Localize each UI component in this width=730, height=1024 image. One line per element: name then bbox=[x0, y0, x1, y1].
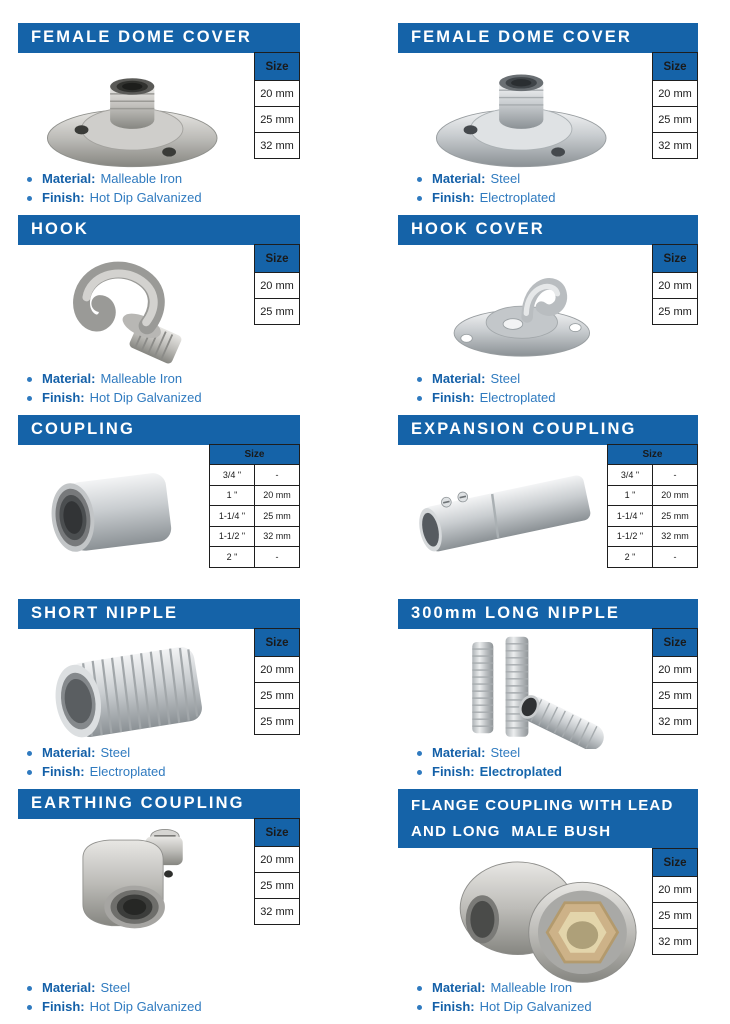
bullet-icon bbox=[27, 396, 32, 401]
size-cell: 2 " bbox=[608, 547, 653, 568]
flange-coupling-image bbox=[412, 851, 688, 997]
bullet-icon bbox=[27, 1005, 32, 1010]
product-title: EXPANSION COUPLING bbox=[411, 420, 637, 438]
product-specs bbox=[417, 368, 556, 406]
finish-row bbox=[417, 390, 556, 406]
bullet-icon bbox=[27, 751, 32, 756]
finish-label: Finish: bbox=[42, 190, 85, 205]
size-cell: 32 mm bbox=[653, 133, 698, 159]
size-table-header: Size bbox=[653, 629, 698, 657]
dome-cover-icon bbox=[418, 60, 630, 172]
female-dome-cover-steel-image bbox=[406, 56, 642, 176]
product-specs bbox=[27, 368, 202, 406]
long-nipple-icon bbox=[414, 635, 634, 749]
size-cell: 3/4 " bbox=[210, 465, 255, 486]
size-table bbox=[254, 244, 300, 325]
finish-label: Finish: bbox=[432, 390, 475, 405]
size-cell: - bbox=[254, 547, 299, 568]
finish-row bbox=[27, 390, 202, 406]
size-table bbox=[652, 628, 698, 735]
size-table-header: Size bbox=[210, 445, 300, 465]
finish-label: Finish: bbox=[42, 390, 85, 405]
size-cell: 25 mm bbox=[255, 683, 300, 709]
product-title-bar bbox=[398, 599, 698, 629]
size-cell: 3/4 " bbox=[608, 465, 653, 486]
finish-value: Electroplated bbox=[89, 764, 166, 779]
expansion-coupling-icon bbox=[404, 460, 608, 564]
product-card-flange-coupling bbox=[398, 789, 698, 1024]
flange-coupling-icon bbox=[425, 854, 675, 994]
material-row bbox=[27, 745, 166, 761]
material-label: Material: bbox=[42, 171, 96, 186]
material-value: Steel bbox=[490, 171, 521, 186]
size-cell: 25 mm bbox=[255, 709, 300, 735]
material-row bbox=[27, 171, 202, 187]
dome-cover-icon bbox=[29, 60, 241, 172]
size-cell: 20 mm bbox=[652, 485, 697, 506]
finish-value: Hot Dip Galvanized bbox=[89, 390, 202, 405]
size-cell: 25 mm bbox=[652, 506, 697, 527]
product-card-coupling bbox=[18, 415, 300, 599]
short-nipple-image bbox=[22, 632, 248, 752]
material-label: Material: bbox=[432, 371, 486, 386]
product-title: SHORT NIPPLE bbox=[31, 604, 179, 622]
size-table bbox=[254, 52, 300, 159]
material-value: Malleable Iron bbox=[100, 371, 183, 386]
size-table-header: Size bbox=[653, 849, 698, 877]
finish-row bbox=[417, 190, 556, 206]
size-cell: 25 mm bbox=[255, 299, 300, 325]
expansion-coupling-image bbox=[404, 453, 608, 571]
product-title-bar bbox=[18, 789, 300, 819]
size-table bbox=[254, 628, 300, 735]
size-table-header: Size bbox=[653, 53, 698, 81]
product-title: HOOK COVER bbox=[411, 220, 545, 238]
size-cell: 1 " bbox=[608, 485, 653, 506]
coupling-icon bbox=[28, 457, 208, 567]
finish-value: Electroplated bbox=[479, 190, 556, 205]
finish-row bbox=[27, 190, 202, 206]
product-title-line2: AND LONG MALE BUSH bbox=[411, 822, 612, 840]
size-cell: 32 mm bbox=[652, 526, 697, 547]
product-specs bbox=[27, 168, 202, 206]
product-card-female-dome-cover-steel bbox=[398, 23, 698, 215]
bullet-icon bbox=[27, 177, 32, 182]
product-specs bbox=[27, 977, 202, 1015]
bullet-icon bbox=[417, 196, 422, 201]
finish-row bbox=[417, 764, 562, 780]
product-card-short-nipple bbox=[18, 599, 300, 789]
size-cell: 25 mm bbox=[653, 107, 698, 133]
size-cell: 2 " bbox=[210, 547, 255, 568]
finish-value: Hot Dip Galvanized bbox=[89, 999, 202, 1014]
product-title-bar bbox=[18, 415, 300, 445]
size-table bbox=[607, 444, 698, 568]
material-label: Material: bbox=[42, 980, 96, 995]
finish-value: Electroplated bbox=[479, 390, 556, 405]
size-cell: 32 mm bbox=[653, 929, 698, 955]
size-cell: 32 mm bbox=[255, 133, 300, 159]
material-value: Steel bbox=[490, 745, 521, 760]
size-cell: 1-1/2 " bbox=[608, 526, 653, 547]
product-card-female-dome-cover-iron bbox=[18, 23, 300, 215]
product-specs bbox=[417, 168, 556, 206]
hook-icon bbox=[33, 252, 238, 364]
bullet-icon bbox=[27, 986, 32, 991]
finish-label: Finish: bbox=[42, 764, 85, 779]
material-label: Material: bbox=[42, 371, 96, 386]
size-cell: 20 mm bbox=[653, 657, 698, 683]
size-cell: 20 mm bbox=[254, 485, 299, 506]
size-cell: - bbox=[254, 465, 299, 486]
size-cell: 20 mm bbox=[653, 81, 698, 107]
size-cell: 32 mm bbox=[653, 709, 698, 735]
bullet-icon bbox=[417, 1005, 422, 1010]
material-row bbox=[417, 171, 556, 187]
long-nipple-image bbox=[406, 632, 642, 752]
size-cell: 32 mm bbox=[255, 899, 300, 925]
size-cell: 25 mm bbox=[254, 506, 299, 527]
material-row bbox=[417, 371, 556, 387]
product-title-bar bbox=[18, 23, 300, 53]
size-table bbox=[652, 52, 698, 159]
bullet-icon bbox=[417, 177, 422, 182]
product-title-bar bbox=[18, 215, 300, 245]
bullet-icon bbox=[27, 196, 32, 201]
product-specs bbox=[417, 742, 562, 780]
product-title-bar bbox=[398, 415, 698, 445]
product-card-hook-cover bbox=[398, 215, 698, 415]
material-row bbox=[417, 980, 592, 996]
size-table-header: Size bbox=[255, 53, 300, 81]
size-table bbox=[652, 244, 698, 325]
product-card-expansion-coupling bbox=[398, 415, 698, 599]
product-title-bar bbox=[398, 789, 698, 848]
size-cell: 32 mm bbox=[254, 526, 299, 547]
size-cell: 1 " bbox=[210, 485, 255, 506]
bullet-icon bbox=[417, 770, 422, 775]
finish-label: Finish: bbox=[432, 190, 475, 205]
product-title: HOOK bbox=[31, 220, 89, 238]
size-table bbox=[209, 444, 300, 568]
product-title: EARTHING COUPLING bbox=[31, 794, 245, 812]
size-cell: 1-1/4 " bbox=[608, 506, 653, 527]
material-label: Material: bbox=[432, 745, 486, 760]
finish-row bbox=[417, 999, 592, 1015]
finish-label: Finish: bbox=[42, 999, 85, 1014]
hook-cover-image bbox=[406, 248, 642, 368]
size-cell: 20 mm bbox=[255, 657, 300, 683]
size-cell: 20 mm bbox=[653, 877, 698, 903]
product-title: 300mm LONG NIPPLE bbox=[411, 604, 620, 622]
size-cell: 20 mm bbox=[653, 273, 698, 299]
product-specs bbox=[27, 742, 166, 780]
material-label: Material: bbox=[42, 745, 96, 760]
size-table-header: Size bbox=[608, 445, 698, 465]
hook-image bbox=[22, 248, 248, 368]
material-value: Steel bbox=[100, 745, 131, 760]
size-cell: 1-1/2 " bbox=[210, 526, 255, 547]
size-table-header: Size bbox=[653, 245, 698, 273]
bullet-icon bbox=[417, 377, 422, 382]
material-value: Malleable Iron bbox=[100, 171, 183, 186]
product-title-line1: FLANGE COUPLING WITH LEAD bbox=[411, 797, 674, 814]
material-value: Steel bbox=[490, 371, 521, 386]
finish-label: Finish: bbox=[432, 764, 475, 779]
material-value: Steel bbox=[100, 980, 131, 995]
size-cell: 25 mm bbox=[653, 903, 698, 929]
finish-value: Electroplated bbox=[479, 764, 562, 779]
finish-row bbox=[27, 764, 166, 780]
product-card-earthing-coupling bbox=[18, 789, 300, 1024]
size-cell: 20 mm bbox=[255, 81, 300, 107]
product-specs bbox=[417, 977, 592, 1015]
product-title: FEMALE DOME COVER bbox=[411, 28, 632, 46]
finish-value: Hot Dip Galvanized bbox=[479, 999, 592, 1014]
size-cell: - bbox=[652, 465, 697, 486]
material-value: Malleable Iron bbox=[490, 980, 573, 995]
size-cell: 25 mm bbox=[255, 873, 300, 899]
material-label: Material: bbox=[432, 980, 486, 995]
bullet-icon bbox=[417, 986, 422, 991]
earthing-coupling-image bbox=[22, 822, 248, 942]
size-table bbox=[254, 818, 300, 925]
size-cell: 25 mm bbox=[653, 683, 698, 709]
size-cell: 25 mm bbox=[255, 107, 300, 133]
finish-row bbox=[27, 999, 202, 1015]
material-row bbox=[27, 371, 202, 387]
size-cell: 20 mm bbox=[255, 847, 300, 873]
size-table-header: Size bbox=[255, 819, 300, 847]
product-title-bar bbox=[18, 599, 300, 629]
coupling-image bbox=[20, 453, 216, 571]
size-table-header: Size bbox=[255, 245, 300, 273]
finish-value: Hot Dip Galvanized bbox=[89, 190, 202, 205]
product-title: FEMALE DOME COVER bbox=[31, 28, 252, 46]
product-title: COUPLING bbox=[31, 420, 135, 438]
hook-cover-icon bbox=[422, 252, 627, 364]
size-cell: - bbox=[652, 547, 697, 568]
size-cell: 20 mm bbox=[255, 273, 300, 299]
material-row bbox=[27, 980, 202, 996]
bullet-icon bbox=[27, 377, 32, 382]
size-cell: 1-1/4 " bbox=[210, 506, 255, 527]
bullet-icon bbox=[417, 396, 422, 401]
product-title-bar bbox=[398, 23, 698, 53]
earthing-coupling-icon bbox=[33, 823, 238, 941]
product-title-bar bbox=[398, 215, 698, 245]
material-row bbox=[417, 745, 562, 761]
short-nipple-icon bbox=[33, 638, 238, 746]
material-label: Material: bbox=[432, 171, 486, 186]
finish-label: Finish: bbox=[432, 999, 475, 1014]
size-cell: 25 mm bbox=[653, 299, 698, 325]
product-card-long-nipple bbox=[398, 599, 698, 789]
product-card-hook bbox=[18, 215, 300, 415]
female-dome-cover-image bbox=[22, 56, 248, 176]
bullet-icon bbox=[27, 770, 32, 775]
bullet-icon bbox=[417, 751, 422, 756]
size-table-header: Size bbox=[255, 629, 300, 657]
